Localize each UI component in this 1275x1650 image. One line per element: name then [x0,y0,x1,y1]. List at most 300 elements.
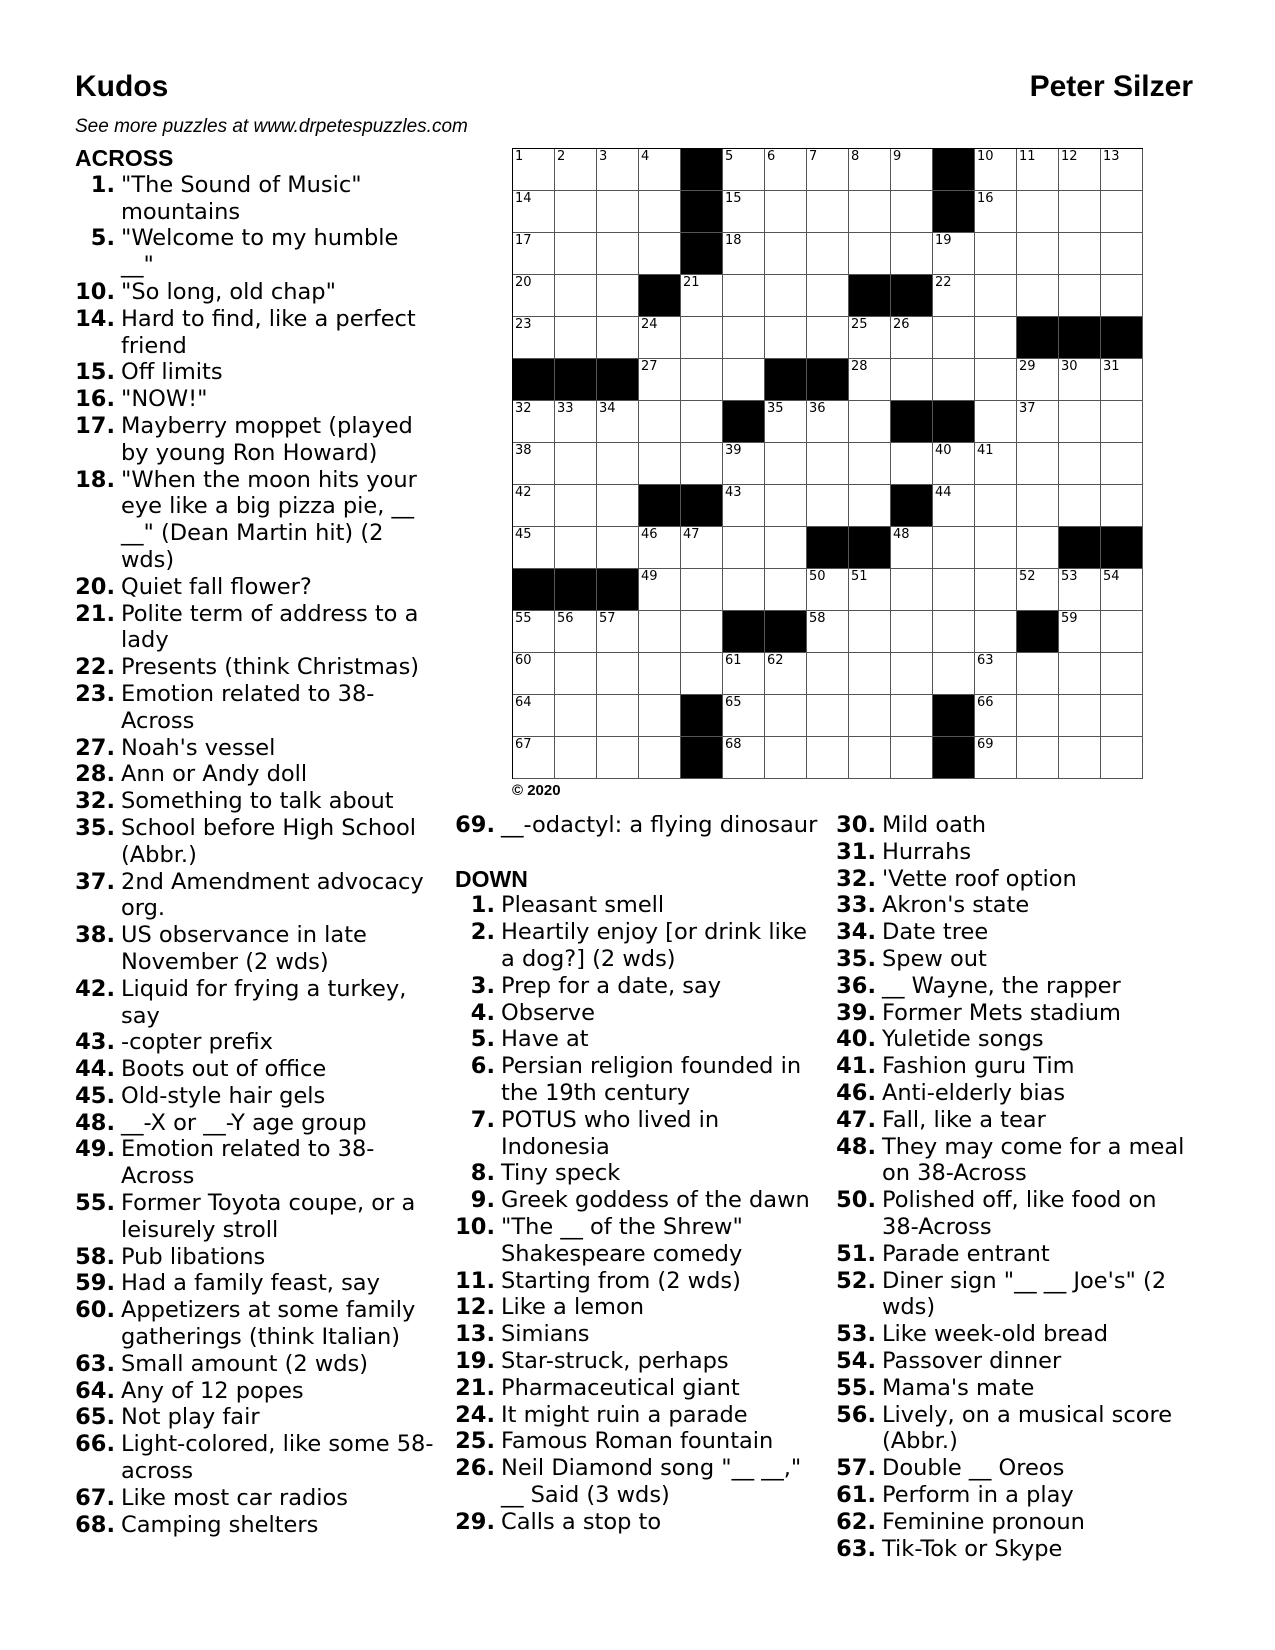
clue-text: Observe [501,999,595,1026]
grid-cell[interactable] [597,611,639,653]
grid-cell[interactable] [933,275,975,317]
clue-text: Calls a stop to [501,1508,662,1535]
grid-cell[interactable] [975,149,1017,191]
grid-cell[interactable] [597,233,639,275]
grid-cell[interactable] [1059,737,1101,779]
grid-cell[interactable] [513,737,555,779]
cell-number: 41 [977,443,994,458]
grid-cell[interactable] [975,233,1017,275]
grid-cell[interactable] [1017,359,1059,401]
cell-number: 67 [515,737,532,752]
grid-cell[interactable] [1017,401,1059,443]
clue-number: 54. [836,1347,876,1374]
grid-cell[interactable] [597,695,639,737]
grid-cell[interactable] [1059,401,1101,443]
clue-item [455,1000,825,1027]
grid-cell[interactable] [723,569,765,611]
grid-cell[interactable] [765,443,807,485]
grid-cell[interactable] [639,569,681,611]
grid-cell[interactable] [555,317,597,359]
clue-text: "NOW!" [121,386,208,413]
grid-cell[interactable] [597,485,639,527]
grid-cell[interactable] [597,317,639,359]
clue-number: 30. [836,812,876,838]
across-overflow-list [455,812,825,839]
grid-cell[interactable] [639,401,681,443]
grid-cell[interactable] [555,653,597,695]
grid-cell[interactable] [681,401,723,443]
clue-item [836,973,1196,1000]
clue-item [75,761,435,788]
grid-cell[interactable] [933,653,975,695]
grid-cell[interactable] [639,359,681,401]
cell-number: 42 [515,485,532,500]
grid-cell[interactable] [1101,233,1143,275]
grid-cell[interactable] [555,191,597,233]
grid-cell[interactable] [1101,611,1143,653]
grid-cell[interactable] [639,611,681,653]
grid-cell[interactable] [681,527,723,569]
grid-cell[interactable] [513,401,555,443]
cell-number: 63 [977,653,994,668]
clue-item [836,892,1196,919]
grid-cell[interactable] [1101,569,1143,611]
grid-cell[interactable] [975,275,1017,317]
clue-item [836,1080,1196,1107]
grid-cell[interactable] [555,527,597,569]
grid-cell[interactable] [513,149,555,191]
grid-cell[interactable] [849,611,891,653]
clue-text: Like most car radios [121,1484,349,1511]
grid-cell[interactable] [681,359,723,401]
grid-cell[interactable] [1101,149,1143,191]
grid-cell[interactable] [555,443,597,485]
grid-cell[interactable] [1059,443,1101,485]
grid-cell[interactable] [975,485,1017,527]
grid-cell-black [555,569,597,611]
grid-cell[interactable] [849,737,891,779]
grid-cell[interactable] [807,443,849,485]
grid-cell[interactable] [723,233,765,275]
clue-number: 64. [75,1377,115,1404]
grid-cell[interactable] [807,611,849,653]
grid-cell[interactable] [765,233,807,275]
clue-item [75,1029,435,1056]
clue-text: US observance in late November (2 wds) [121,922,367,975]
cell-number: 28 [851,359,868,374]
clue-item [455,1053,825,1107]
grid-cell[interactable] [681,653,723,695]
grid-cell[interactable] [723,527,765,569]
clue-item [75,1404,435,1431]
grid-cell[interactable] [1059,695,1101,737]
clue-number: 12. [455,1294,495,1321]
grid-cell[interactable] [807,737,849,779]
grid-cell[interactable] [765,275,807,317]
grid-cell[interactable] [1059,611,1101,653]
grid-cell[interactable] [849,695,891,737]
cell-number: 45 [515,527,532,542]
grid-cell[interactable] [723,275,765,317]
clue-item [455,1160,825,1187]
clue-text: Prep for a date, say [501,972,722,999]
grid-cell[interactable] [765,191,807,233]
grid-cell[interactable] [639,191,681,233]
grid-cell[interactable] [1059,653,1101,695]
grid-cell[interactable] [681,569,723,611]
clue-text: Liquid for frying a turkey, say [121,975,407,1029]
clue-number: 17. [75,412,115,439]
grid-cell[interactable] [639,527,681,569]
grid-cell[interactable] [1059,485,1101,527]
grid-cell[interactable] [555,401,597,443]
grid-cell[interactable] [807,275,849,317]
grid-cell[interactable] [597,737,639,779]
grid-cell[interactable] [975,695,1017,737]
grid-cell[interactable] [1101,359,1143,401]
clue-item [75,306,435,360]
cell-number: 8 [851,149,860,164]
grid-cell[interactable] [1017,695,1059,737]
grid-cell[interactable] [513,527,555,569]
clue-text: Yuletide songs [882,1026,1044,1053]
clue-item [75,869,435,923]
grid-cell[interactable] [555,275,597,317]
clue-text: __ Wayne, the rapper [882,972,1121,999]
grid-cell[interactable] [1059,569,1101,611]
clue-item [75,1244,435,1271]
grid-cell[interactable] [1101,485,1143,527]
grid-cell[interactable] [513,611,555,653]
clue-item [75,1270,435,1297]
grid-cell[interactable] [765,149,807,191]
grid-cell[interactable] [975,527,1017,569]
clue-number: 9. [470,1187,495,1214]
grid-cell[interactable] [639,737,681,779]
clue-item [455,1294,825,1321]
grid-cell[interactable] [1101,275,1143,317]
clue-item [836,1402,1196,1456]
grid-cell[interactable] [723,191,765,233]
grid-cell[interactable] [891,527,933,569]
grid-cell[interactable] [975,737,1017,779]
grid-cell[interactable] [975,443,1017,485]
clue-item [75,1351,435,1378]
clue-item [455,919,825,973]
clue-number: 16. [75,386,115,413]
grid-cell[interactable] [1101,191,1143,233]
clue-text: Heartily enjoy [or drink like a dog?] (2 wds) [501,919,807,972]
grid-cell[interactable] [723,443,765,485]
grid-cell[interactable] [639,233,681,275]
grid-cell[interactable] [1017,485,1059,527]
clue-text: Like a lemon [501,1294,644,1321]
clue-item [836,1107,1196,1134]
grid-cell[interactable] [1101,443,1143,485]
grid-cell[interactable] [891,611,933,653]
grid-cell-black [807,527,849,569]
clue-number: 47. [836,1106,876,1133]
grid-cell[interactable] [975,191,1017,233]
grid-cell[interactable] [1059,191,1101,233]
clue-number: 7. [470,1106,495,1133]
grid-cell[interactable] [513,485,555,527]
grid-cell[interactable] [891,191,933,233]
grid-cell[interactable] [849,191,891,233]
cell-number: 39 [725,443,742,458]
clue-text: Diner sign "__ __ Joe's" (2 wds) [882,1267,1167,1321]
grid-cell[interactable] [849,569,891,611]
clue-item [836,1375,1196,1402]
clue-text: Former Mets stadium [882,999,1121,1026]
grid-cell[interactable] [933,569,975,611]
grid-cell-black [765,359,807,401]
clue-text: Polite term of address to a lady [121,600,419,654]
grid-cell[interactable] [639,149,681,191]
clue-item [75,574,435,601]
grid-cell[interactable] [807,317,849,359]
grid-cell[interactable] [1017,443,1059,485]
grid-cell[interactable] [597,653,639,695]
grid-cell[interactable] [807,401,849,443]
clue-item [836,1321,1196,1348]
grid-cell[interactable] [1059,359,1101,401]
clue-item [836,1348,1196,1375]
grid-cell[interactable] [849,317,891,359]
grid-cell[interactable] [555,233,597,275]
grid-cell[interactable] [597,443,639,485]
clue-text: Perform in a play [882,1481,1074,1508]
grid-cell[interactable] [1017,653,1059,695]
clue-text: Old-style hair gels [121,1082,326,1109]
grid-cell[interactable] [807,233,849,275]
cell-number: 20 [515,275,532,290]
grid-cell[interactable] [849,653,891,695]
grid-cell[interactable] [933,527,975,569]
grid-cell[interactable] [639,695,681,737]
cell-number: 51 [851,569,868,584]
grid-cell-black [765,611,807,653]
grid-cell[interactable] [723,653,765,695]
grid-cell[interactable] [723,149,765,191]
grid-cell[interactable] [933,359,975,401]
clue-number: 67. [75,1484,115,1511]
grid-cell-black [681,485,723,527]
grid-cell[interactable] [1059,233,1101,275]
grid-cell[interactable] [891,737,933,779]
clue-item [836,812,1196,839]
grid-cell[interactable] [513,695,555,737]
clue-item [455,892,825,919]
grid-cell-black [681,233,723,275]
grid-cell[interactable] [933,485,975,527]
grid-cell[interactable] [849,233,891,275]
grid-cell[interactable] [765,695,807,737]
grid-cell[interactable] [807,149,849,191]
cell-number: 69 [977,737,994,752]
grid-cell[interactable] [849,443,891,485]
grid-cell[interactable] [975,401,1017,443]
grid-cell-black [933,191,975,233]
cell-number: 32 [515,401,532,416]
clue-number: 48. [75,1109,115,1136]
grid-cell[interactable] [849,485,891,527]
clue-number: 23. [75,680,115,707]
clue-number: 37. [75,868,115,895]
grid-cell[interactable] [975,653,1017,695]
grid-cell[interactable] [891,149,933,191]
grid-cell[interactable] [975,317,1017,359]
grid-cell[interactable] [639,653,681,695]
grid-cell[interactable] [765,569,807,611]
grid-cell[interactable] [639,317,681,359]
grid-cell[interactable] [513,233,555,275]
clue-text: Emotion related to 38-Across [121,680,375,734]
clue-item [455,1402,825,1429]
grid-cell[interactable] [1017,569,1059,611]
grid-cell[interactable] [513,275,555,317]
grid-cell[interactable] [513,317,555,359]
grid-cell[interactable] [933,443,975,485]
cell-number: 37 [1019,401,1036,416]
grid-cell[interactable] [597,191,639,233]
grid-cell[interactable] [891,695,933,737]
grid-cell[interactable] [933,611,975,653]
grid-cell[interactable] [1059,149,1101,191]
grid-cell[interactable] [1101,401,1143,443]
grid-cell[interactable] [1101,653,1143,695]
grid-cell[interactable] [513,191,555,233]
cell-number: 4 [641,149,650,164]
clue-item [75,922,435,976]
grid-cell[interactable] [723,695,765,737]
cell-number: 10 [977,149,994,164]
grid-cell[interactable] [849,359,891,401]
grid-cell[interactable] [555,611,597,653]
grid-cell[interactable] [891,233,933,275]
clue-text: Small amount (2 wds) [121,1350,369,1377]
clue-number: 50. [836,1187,876,1214]
clue-item [836,1134,1196,1188]
grid-cell[interactable] [1101,695,1143,737]
clue-item [455,973,825,1000]
grid-cell[interactable] [681,611,723,653]
grid-cell[interactable] [807,695,849,737]
grid-cell[interactable] [807,569,849,611]
grid-cell-black [723,611,765,653]
grid-cell[interactable] [513,653,555,695]
grid-cell[interactable] [891,653,933,695]
clue-text: Emotion related to 38-Across [121,1136,375,1190]
grid-cell[interactable] [597,401,639,443]
grid-cell[interactable] [765,737,807,779]
grid-cell[interactable] [1017,275,1059,317]
across-heading: ACROSS [75,145,174,171]
grid-cell[interactable] [723,485,765,527]
grid-cell[interactable] [975,359,1017,401]
cell-number: 31 [1103,359,1120,374]
grid-cell[interactable] [765,401,807,443]
grid-cell-black [681,737,723,779]
grid-cell[interactable] [597,275,639,317]
grid-cell[interactable] [933,317,975,359]
grid-cell[interactable] [555,485,597,527]
grid-cell[interactable] [1017,191,1059,233]
clue-item [75,386,435,413]
grid-cell[interactable] [807,191,849,233]
clue-item [836,1482,1196,1509]
grid-cell[interactable] [513,443,555,485]
clue-number: 2. [470,919,495,946]
grid-cell[interactable] [933,233,975,275]
grid-cell[interactable] [765,527,807,569]
clue-item [75,601,435,655]
grid-cell-black [849,275,891,317]
grid-cell[interactable] [765,317,807,359]
grid-cell[interactable] [765,485,807,527]
grid-cell[interactable] [891,569,933,611]
grid-cell[interactable] [597,149,639,191]
grid-cell[interactable] [723,317,765,359]
clue-text: "So long, old chap" [121,278,336,305]
cell-number: 49 [641,569,658,584]
grid-cell[interactable] [807,653,849,695]
grid-cell[interactable] [1017,737,1059,779]
grid-cell-black [1059,527,1101,569]
clue-number: 40. [836,1026,876,1053]
clue-number: 11. [455,1267,495,1294]
clue-number: 61. [836,1481,876,1508]
grid-cell[interactable] [1017,149,1059,191]
clue-item [836,1536,1196,1563]
cell-number: 33 [557,401,574,416]
grid-cell[interactable] [849,401,891,443]
clue-item [75,1431,435,1485]
grid-cell[interactable] [681,443,723,485]
grid-cell[interactable] [975,569,1017,611]
grid-cell[interactable] [1101,737,1143,779]
clue-item [75,1512,435,1539]
grid-cell[interactable] [555,737,597,779]
grid-cell[interactable] [849,149,891,191]
grid-cell[interactable] [639,443,681,485]
grid-cell[interactable] [891,317,933,359]
grid-cell[interactable] [1059,275,1101,317]
grid-cell[interactable] [597,527,639,569]
grid-cell[interactable] [723,359,765,401]
cell-number: 6 [767,149,776,164]
clue-item [75,1190,435,1244]
grid-cell[interactable] [1017,233,1059,275]
grid-cell[interactable] [807,485,849,527]
grid-cell[interactable] [681,275,723,317]
grid-cell[interactable] [723,737,765,779]
clue-number: 20. [75,573,115,600]
cell-number: 21 [683,275,700,290]
grid-cell[interactable] [681,317,723,359]
right-clues-column [836,812,1196,1562]
grid-cell[interactable] [1017,527,1059,569]
grid-cell[interactable] [975,611,1017,653]
clue-number: 32. [75,788,115,815]
clue-number: 8. [470,1160,495,1187]
grid-cell[interactable] [891,359,933,401]
grid-cell[interactable] [891,443,933,485]
grid-cell[interactable] [555,149,597,191]
clue-text: Light-colored, like some 58-across [121,1431,434,1485]
grid-cell[interactable] [555,695,597,737]
grid-cell[interactable] [765,653,807,695]
